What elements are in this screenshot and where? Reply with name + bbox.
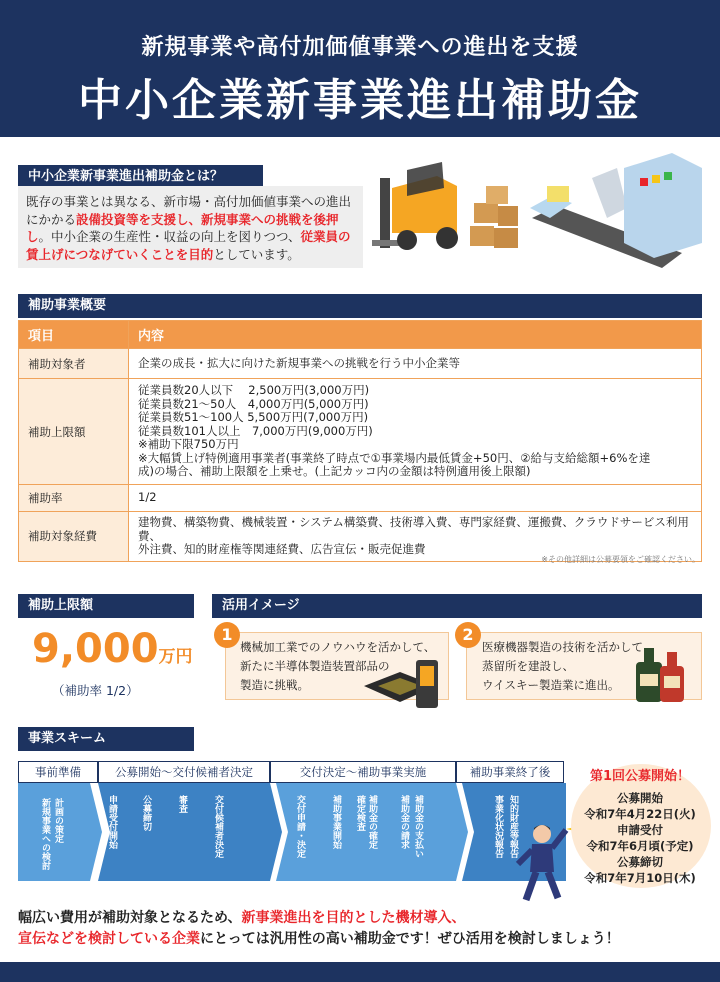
scheme-step: 審査 — [177, 795, 187, 813]
scheme-step: 申請受付開始 — [107, 795, 117, 849]
scheme-step: 補助金の支払い — [413, 795, 423, 858]
col-content-header: 内容 — [129, 321, 702, 349]
limit-amount-value: 9,000 — [32, 626, 159, 672]
scheme-step: 確定検査 — [355, 795, 365, 831]
phase-label: 交付決定～補助事業実施 — [270, 761, 456, 783]
row-label: 補助上限額 — [19, 379, 129, 485]
footer-text-d: にとっては汎用性の高い補助金です！ぜひ活用を検討しましょう！ — [200, 931, 620, 947]
footer-text-b: 新事業進出を目的とした機材導入、 — [241, 910, 466, 926]
expense-line: 外注費、知的財産権等関連経費、広告宣伝・販売促進費 — [138, 542, 426, 556]
scheme-step: 事業化状況報告 — [493, 795, 503, 858]
overview-note: ※その他詳細は公募要領をご確認ください。 — [541, 555, 700, 564]
intro-text — [26, 193, 362, 263]
intro-text-1: 既存の事業とは異なる、新市場・高付加価値事業への進出にかかる — [26, 194, 352, 227]
limit-heading: 補助上限額 — [18, 594, 194, 618]
limit-amount — [32, 626, 193, 672]
col-item-header: 項目 — [19, 321, 129, 349]
phase-label: 公募開始～交付候補者決定 — [98, 761, 270, 783]
scheme-step: 交付申請・決定 — [295, 795, 305, 858]
announcement-line: 公募締切 — [617, 855, 663, 869]
announcement-line: 公募開始 — [617, 791, 663, 805]
table-header-row — [19, 321, 702, 349]
table-row — [19, 349, 702, 379]
announcement — [567, 765, 713, 886]
scheme-step: 補助金の確定 — [367, 795, 377, 849]
intro-text-4: 従業員の賃上げにつなげていくことを目的 — [26, 229, 351, 262]
expense-line: 建物費、構築物費、機械装置・システム構築費、技術導入費、専門家経費、運搬費、クラウドサービス利用費、 — [138, 515, 689, 543]
case-line: 製造に挑戦。 — [240, 678, 309, 692]
limit-line: 成)の場合、補助上限額を上乗せ。(上記カッコ内の金額は特例適用後上限額) — [138, 464, 531, 479]
boxes-icon — [470, 186, 518, 248]
footer-bar — [0, 962, 720, 982]
limit-line: 従業員数20人以下 2,500万円(3,000万円) — [138, 383, 370, 398]
intro-text-3: 。中小企業の生産性・収益の向上を図りつつ、 — [38, 229, 301, 244]
limit-line: ※補助下限750万円 — [138, 437, 239, 452]
phase-label: 事前準備 — [18, 761, 98, 783]
scheme-heading: 事業スキーム — [18, 727, 194, 751]
table-row — [19, 379, 702, 485]
person-cheering-icon — [506, 820, 572, 906]
table-row — [19, 485, 702, 512]
row-value — [129, 379, 702, 485]
forklift-icon — [372, 162, 458, 250]
announcement-line: 令和7年4月22日(火) — [584, 807, 696, 821]
phase-label: 補助事業終了後 — [456, 761, 564, 783]
scheme-step: 新規事業への検討 — [40, 798, 50, 870]
case-line: 新たに半導体製造装置部品の — [240, 659, 390, 673]
scheme-step: 公募締切 — [141, 795, 151, 831]
row-label: 補助対象経費 — [19, 512, 129, 562]
limit-amount-unit: 万円 — [158, 647, 193, 667]
header-title: 中小企業新事業進出補助金 — [78, 75, 642, 126]
announcement-title: 第1回公募開始！ — [589, 769, 691, 784]
header-subtitle: 新規事業や高付加価値事業への進出を支援 — [141, 35, 579, 60]
case-number-1: 1 — [214, 622, 240, 648]
scheme-step: 補助金の請求 — [399, 795, 409, 849]
conveyor-icon — [530, 153, 702, 268]
row-label: 補助率 — [19, 485, 129, 512]
factory-illustration — [362, 148, 712, 278]
case-line: 蒸留所を建設し、 — [482, 659, 574, 673]
announcement-line: 令和7年6月頃(予定) — [586, 839, 694, 853]
limit-line: 従業員数51～100人 5,500万円(7,000万円) — [138, 410, 369, 425]
overview-table — [18, 320, 702, 562]
case-text-2 — [482, 638, 643, 695]
row-label: 補助対象者 — [19, 349, 129, 379]
limit-line: 従業員数21～50人 4,000万円(5,000万円) — [138, 396, 369, 411]
image-heading: 活用イメージ — [212, 594, 702, 618]
intro-text-2: 設備投資等を支援し、新規事業への挑戦を後押し — [26, 211, 339, 244]
scheme-step: 計画の策定 — [53, 798, 63, 843]
announcement-line: 申請受付 — [617, 823, 663, 837]
case-line: ウイスキー製造業に進出。 — [482, 678, 620, 692]
scheme-step: 知的財産等報告 — [508, 795, 518, 858]
overview-heading: 補助事業概要 — [18, 294, 702, 318]
semiconductor-chip-icon — [360, 656, 446, 712]
case-number-2: 2 — [455, 622, 481, 648]
limit-rate: （補助率 1/2） — [52, 683, 139, 698]
footer-text-a: 幅広い費用が補助対象となるため、 — [18, 910, 242, 926]
case-line: 医療機器製造の技術を活かして — [482, 640, 643, 654]
footer-message — [18, 908, 708, 950]
row-value: 1/2 — [129, 485, 702, 512]
scheme-step: 補助事業開始 — [331, 795, 341, 849]
scheme-flow-arrows — [18, 783, 566, 881]
footer-text-c: 宣伝などを検討している企業 — [18, 931, 200, 947]
limit-line: 従業員数101人以上 7,000万円(9,000万円) — [138, 423, 373, 438]
announcement-line: 令和7年7月10日(木) — [584, 871, 696, 885]
case-line: 機械加工業でのノウハウを活かして、 — [240, 640, 436, 654]
intro-text-5: としています。 — [213, 246, 300, 262]
whisky-bottle-icon — [630, 640, 692, 706]
row-value: 企業の成長・拡大に向けた新規事業への挑戦を行う中小企業等 — [129, 349, 702, 379]
intro-heading: 中小企業新事業進出補助金とは？ — [18, 165, 263, 189]
scheme-step: 交付候補者決定 — [213, 795, 223, 858]
limit-line: ※大幅賃上げ特例適用事業者(事業終了時点で①事業場内最低賃金+50円、②給与支給総額+6%を達 — [138, 450, 651, 465]
